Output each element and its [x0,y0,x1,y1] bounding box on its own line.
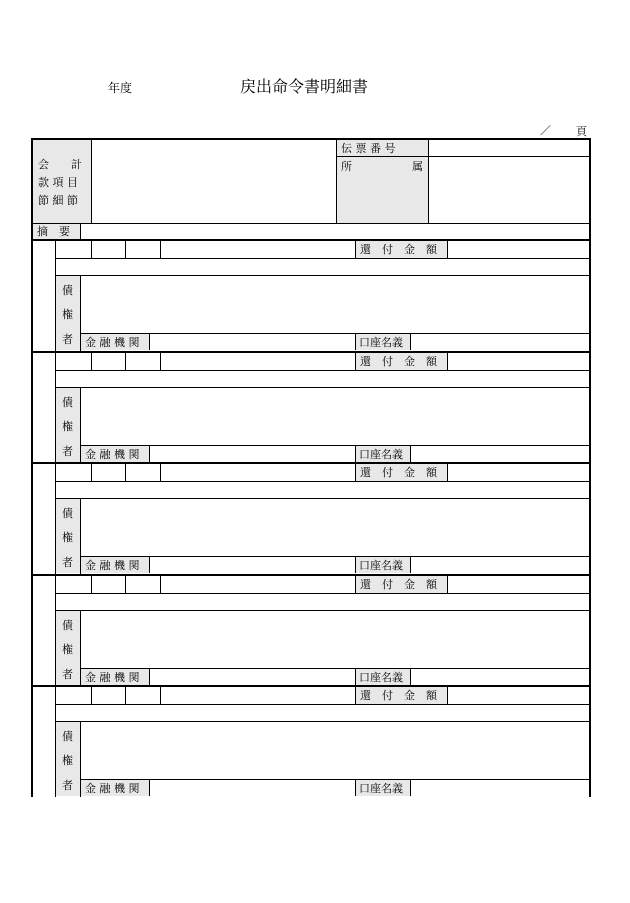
category-label: 款 項 目 [38,176,78,189]
accounting-label: 会 計 [38,158,82,171]
affiliation-label-start: 所 [341,160,352,173]
fiscal-year-label: 年度 [108,81,133,95]
summary-label: 摘 要 [37,225,70,238]
account-name-label: 口座名義 [359,671,403,684]
account-name-label: 口座名義 [359,448,403,461]
bank-label: 金 融 機 関 [85,671,140,684]
creditor-label-char: 者 [62,556,73,569]
creditor-label-char: 者 [62,779,73,792]
account-name-label: 口座名義 [359,336,403,349]
refund-amount-label: 還 付 金 額 [360,243,437,256]
creditor-label-char: 債 [62,730,73,743]
bank-label: 金 融 機 関 [85,782,140,795]
section-label: 節 細 節 [38,194,78,207]
page-title: 戻出命令書明細書 [240,77,369,96]
refund-amount-label: 還 付 金 額 [360,355,437,368]
refund-amount-label: 還 付 金 額 [360,689,437,702]
creditor-label-char: 債 [62,619,73,632]
creditor-label-char: 権 [62,420,73,433]
creditor-label-char: 権 [62,754,73,767]
page-label: 頁 [576,125,587,138]
creditor-label-char: 債 [62,284,73,297]
refund-amount-label: 還 付 金 額 [360,578,437,591]
creditor-label-char: 債 [62,396,73,409]
affiliation-label-end: 属 [412,160,423,173]
creditor-label-char: 債 [62,507,73,520]
refund-amount-label: 還 付 金 額 [360,466,437,479]
voucher-number-label: 伝 票 番 号 [341,142,396,155]
creditor-label-char: 権 [62,643,73,656]
creditor-label-char: 権 [62,531,73,544]
bank-label: 金 融 機 関 [85,559,140,572]
creditor-label-char: 権 [62,308,73,321]
bank-label: 金 融 機 関 [85,336,140,349]
creditor-label-char: 者 [62,445,73,458]
bank-label: 金 融 機 関 [85,448,140,461]
page-slash: ／ [540,124,551,137]
account-name-label: 口座名義 [359,782,403,795]
creditor-label-char: 者 [62,333,73,346]
account-name-label: 口座名義 [359,559,403,572]
creditor-label-char: 者 [62,668,73,681]
